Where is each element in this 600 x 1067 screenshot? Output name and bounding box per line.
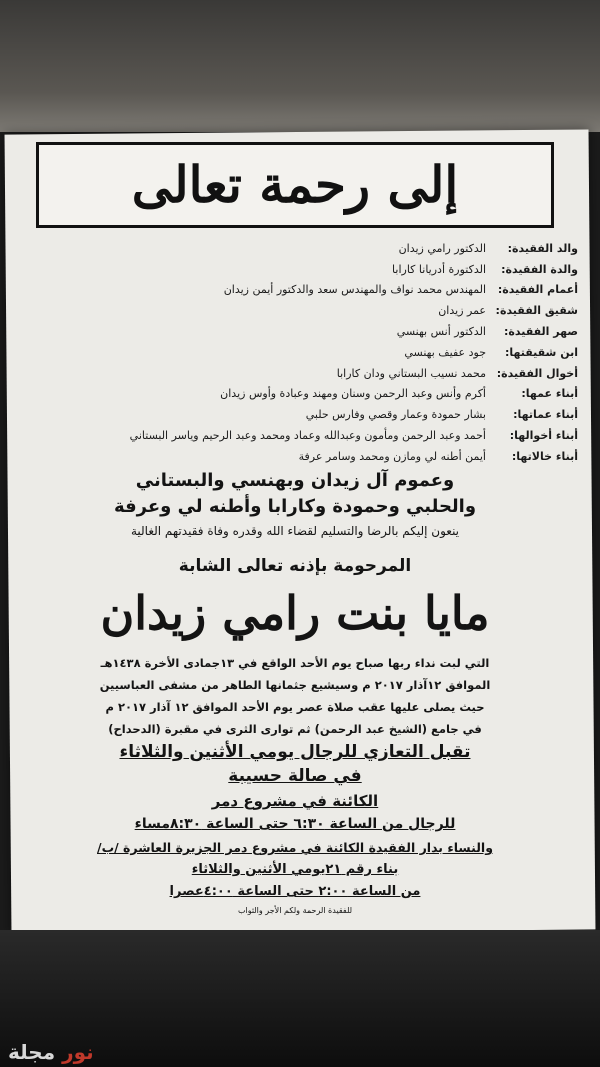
watermark-part-1: نور [62,1040,94,1064]
relative-row [18,425,578,446]
deceased-name: مايا بنت رامي زيدان [100,586,490,640]
relative-value: أيمن أطنه لي ومازن ومحمد وسامر عرفة [298,449,486,463]
condolences-building: بناء رقم ٢١يومي الأثنين والثلاثاء [191,862,399,877]
families-line-2: والحلبي وحمودة وكارابا وأطنه لي وعرفة [113,496,477,517]
relative-label: أخوال الفقيدة: [496,366,578,380]
condolences-location: الكائنة في مشروع دمر [211,792,379,810]
relative-label: أبناء خالاتها: [511,449,578,463]
relative-label: أعمام الفقيدة: [497,283,578,297]
background-top [0,0,600,132]
relative-label: أبناء أخوالها: [509,429,578,443]
relative-value: محمد نسيب البستاني ودان كارابا [336,366,486,380]
condolences-venue: في صالة حسيبة [228,766,362,786]
relative-label: أبناء عمها: [521,387,578,401]
relative-value: الدكتورة أدريانا كارابا [392,262,486,276]
families-line-1: وعموم آل زيدان وبهنسي والبستاني [135,470,455,491]
header-banner: إلى رحمة تعالى [36,142,554,228]
relative-label: والدة الفقيدة: [501,262,578,276]
details-line-3: حيث يصلى عليها عقب صلاة عصر يوم الأحد الموافق ١٢ آذار ٢٠١٧ م [105,700,485,714]
relative-row [18,280,578,301]
relative-label: شقيق الفقيدة: [495,304,578,318]
relative-label: أبناء عماتها: [513,408,578,422]
signature-line: للفقيدة الرحمة ولكم الأجر والثواب [237,906,353,915]
details-line-4: في جامع (الشيخ عبد الرحمن) ثم توارى الثرى في مقبرة (الدحداح) [108,722,482,736]
deceased-intro: المرحومة بإذنه تعالى الشابة [178,556,412,576]
watermark-logo [8,1040,94,1064]
condolences-line-1: تقبل التعازي للرجال يومي الأثنين والثلاثاء [119,742,471,762]
relative-value: جود عفيف بهنسي [404,345,486,359]
details-line-1: التي لبت نداء ربها صباح يوم الأحد الواقع في ١٣جمادى الأخرة ١٤٣٨هـ [100,656,490,670]
condolences-women-hours: من الساعة ٢:٠٠ حتى الساعة ٤:٠٠عصرا [169,884,421,899]
condolences-men-hours: للرجال من الساعة ٦:٣٠ حتى الساعة ٨:٣٠مساء [134,816,456,832]
watermark-part-2: مجلة [8,1040,56,1064]
relative-row [18,404,578,425]
relative-row [18,238,578,259]
relative-value: عمر زيدان [438,304,486,318]
relative-row [18,259,578,280]
relative-value: الدكتور أنس بهنسي [396,325,486,339]
relative-row [18,321,578,342]
relative-value: المهندس محمد نواف والمهندس سعد والدكتور أيمن زيدان [223,283,486,297]
relative-label: صهر الفقيدة: [503,325,578,339]
relatives-list [18,238,578,467]
relative-label: ابن شقيقتها: [504,345,578,359]
relative-row [18,342,578,363]
relative-value: أحمد وعبد الرحمن ومأمون وعبدالله وعماد ومحمد وعبد الرحيم وياسر البستاني [129,429,486,443]
relative-row [18,300,578,321]
relative-label: والد الفقيدة: [507,241,578,255]
condolences-women-address: والنساء بدار الفقيدة الكائنة في مشروع دمر الجزيرة العاشرة /ب/ [97,840,493,855]
relative-value: أكرم وأنس وعبد الرحمن وسنان ومهند وعبادة وأوس زيدان [220,387,486,401]
relative-value: بشار حمودة وعمار وقصي وفارس حلبي [305,408,486,422]
relative-value: الدكتور رامي زيدان [398,241,486,255]
relative-row [18,446,578,467]
mourning-statement: ينعون إليكم بالرضا والتسليم لقضاء الله وقدره وفاة فقيدتهم الغالية [130,524,460,538]
relative-row [18,363,578,384]
relative-row [18,384,578,405]
details-line-2: الموافق ١٢آذار ٢٠١٧ م وسيشيع جثمانها الطاهر من مشفى العباسيين [99,678,491,692]
